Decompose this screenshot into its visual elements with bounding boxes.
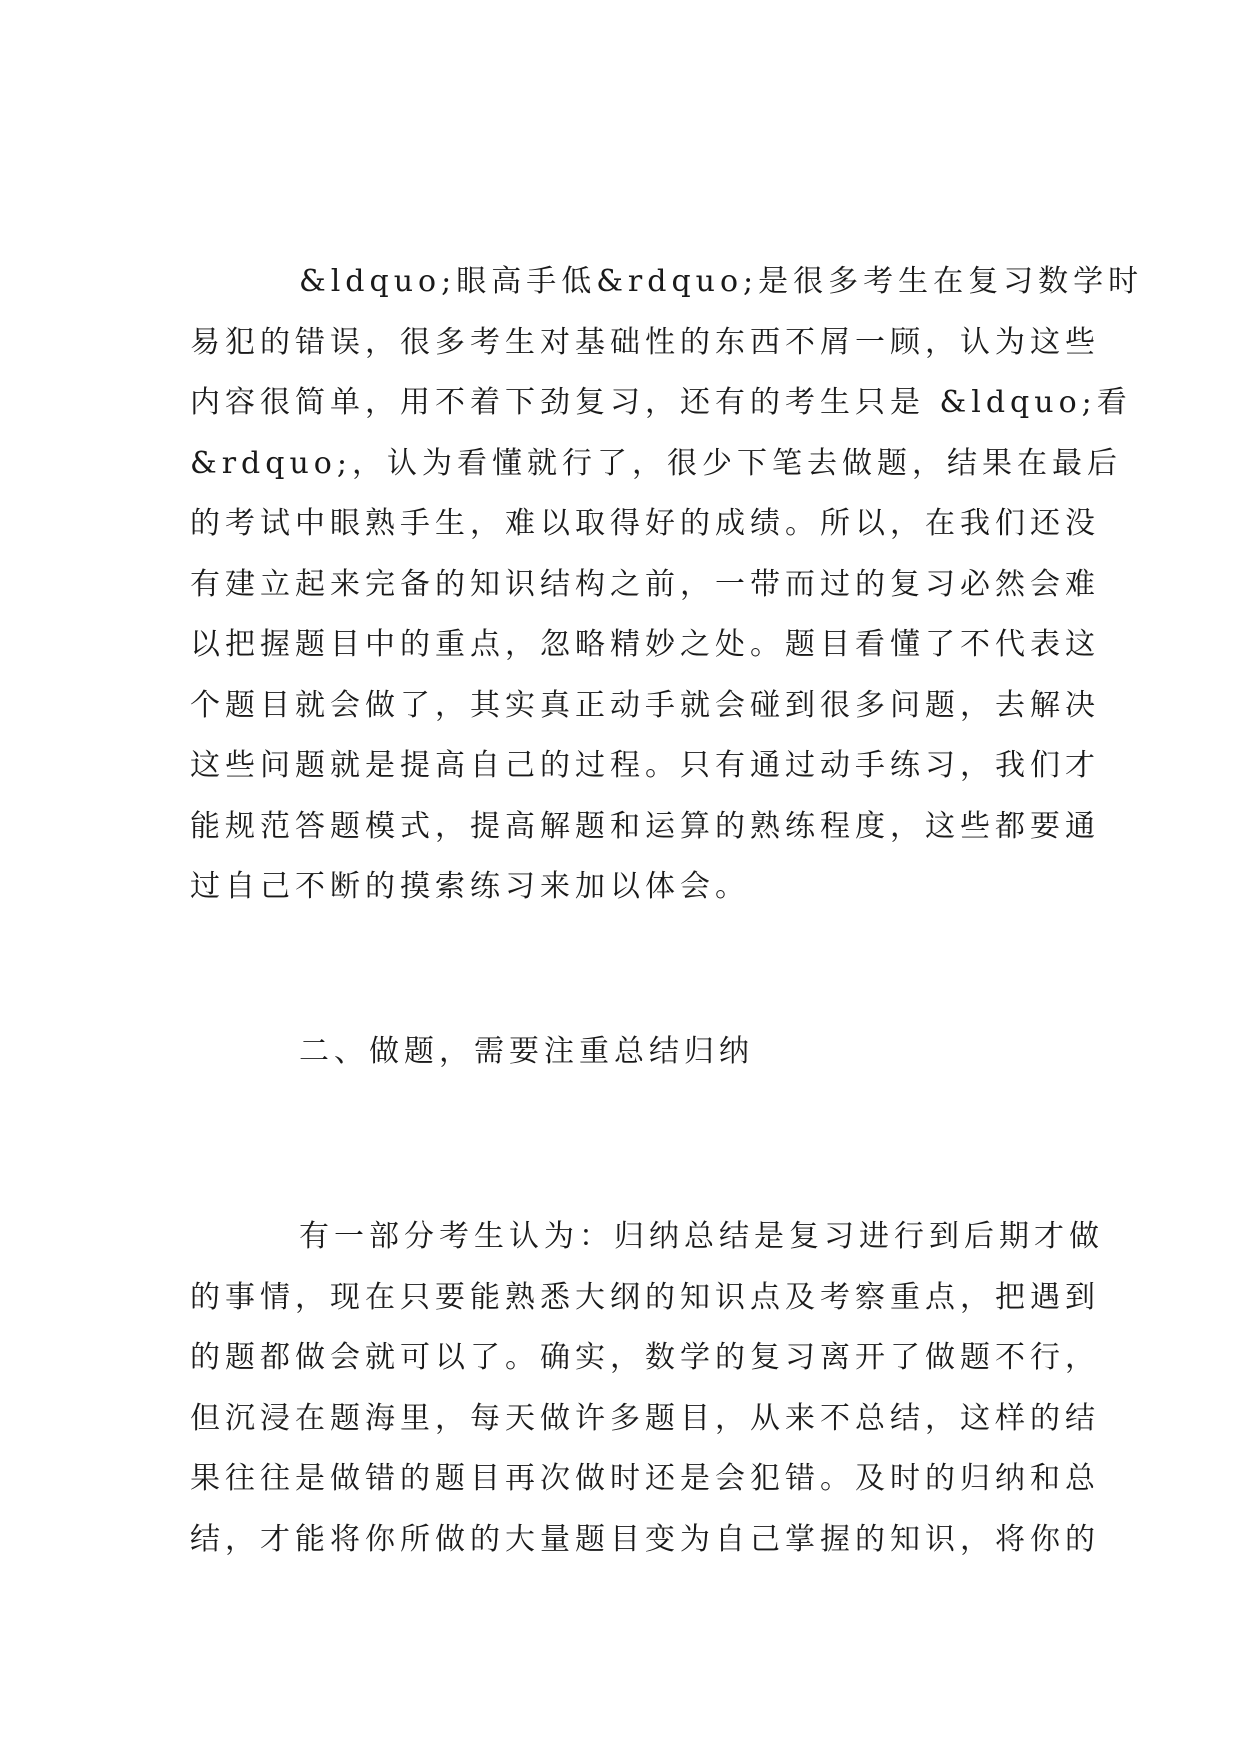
paragraph-line: &ldquo;眼高手低&rdquo;是很多考生在复习数学时 xyxy=(299,264,1144,299)
paragraph-line: 果往往是做错的题目再次做时还是会犯错。及时的归纳和总 xyxy=(190,1461,1100,1496)
paragraph-line: 但沉浸在题海里，每天做许多题目，从来不总结，这样的结 xyxy=(190,1400,1100,1436)
paragraph-line: 的事情，现在只要能熟悉大纲的知识点及考察重点，把遇到 xyxy=(190,1279,1100,1315)
paragraph-line: 能规范答题模式，提高解题和运算的熟练程度，这些都要通 xyxy=(190,808,1100,844)
paragraph-line: 易犯的错误，很多考生对基础性的东西不屑一顾，认为这些 xyxy=(190,324,1100,360)
section-heading: 二、做题，需要注重总结归纳 xyxy=(299,1034,754,1069)
paragraph-line: 的题都做会就可以了。确实，数学的复习离开了做题不行， xyxy=(190,1340,1100,1375)
paragraph-line: 个题目就会做了，其实真正动手就会碰到很多问题，去解决 xyxy=(190,687,1100,723)
paragraph-line: 内容很简单，用不着下劲复习，还有的考生只是 &ldquo;看 xyxy=(190,385,1132,420)
paragraph-line: 结，才能将你所做的大量题目变为自己掌握的知识，将你的 xyxy=(190,1521,1100,1557)
section-heading-block xyxy=(190,1022,1052,1083)
paragraph-line: 以把握题目中的重点，忽略精妙之处。题目看懂了不代表这 xyxy=(190,627,1100,662)
paragraph-line: 的考试中眼熟手生，难以取得好的成绩。所以，在我们还没 xyxy=(190,506,1100,541)
paragraph-2 xyxy=(190,1207,1104,1570)
paragraph-1 xyxy=(190,252,1144,918)
paragraph-line: 这些问题就是提高自己的过程。只有通过动手练习，我们才 xyxy=(190,748,1100,783)
paragraph-line: 有建立起来完备的知识结构之前，一带而过的复习必然会难 xyxy=(190,566,1100,602)
paragraph-line: &rdquo;，认为看懂就行了，很少下笔去做题，结果在最后 xyxy=(190,445,1122,481)
paragraph-line: 过自己不断的摸索练习来加以体会。 xyxy=(190,869,750,904)
paragraph-line: 有一部分考生认为：归纳总结是复习进行到后期才做 xyxy=(299,1219,1104,1254)
